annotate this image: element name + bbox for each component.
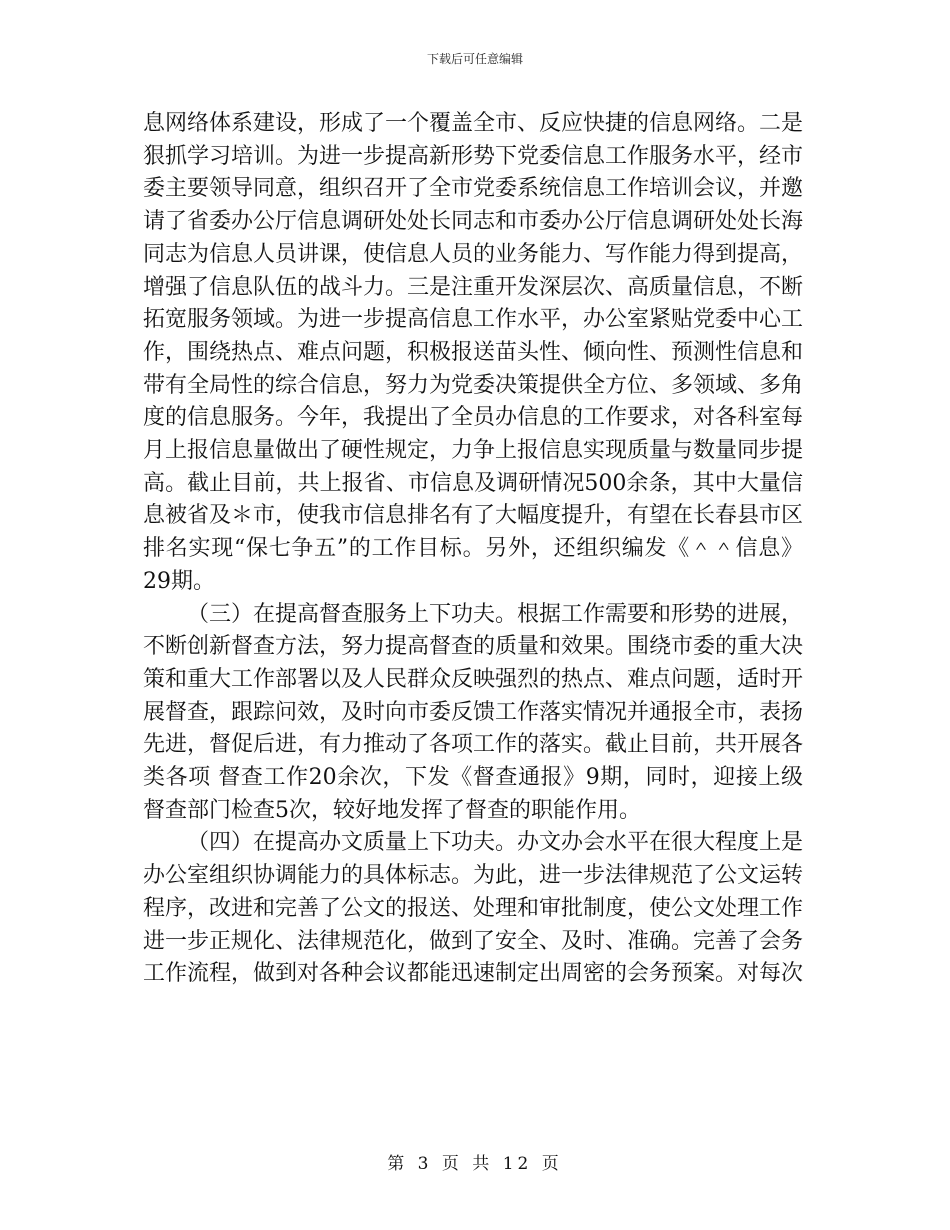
document-body [143,108,803,991]
page-header: 下载后可任意编辑 [426,52,523,66]
paragraph-document-handling: （四）在提高办文质量上下功夫。办文办会水平在很大程度上是办公室组织协调能力的具体标志。为此，进一步法律规范了公文运转程序，改进和完善了公文的报送、处理和审批制度，使公文处理工作进一步正规化、法律规范化，做到了安全、及时、准确。完善了会务工作流程，做到对各种会议都能迅速制定出周密的会务预案。对每次 [143,830,804,987]
page-number-footer: 第 3 页 共 12 页 [387,1154,563,1174]
paragraph-supervision: （三）在提高督查服务上下功夫。根据工作需要和形势的进展，不断创新督查方法，努力提高督查的质量和效果。围绕市委的重大决策和重大工作部署以及人民群众反映强烈的热点、难点问题，适时开展督查，跟踪问效，及时向市委反馈工作落实情况并通报全市，表扬先进，督促后进，有力推动了各项工作的落实。截止目前，共开展各类各项 督查工作20余次，下发《督查通报》9期，同时，迎接上级督查部门检查5次，较好地发挥了督查的职能作用。 [143,601,804,823]
paragraph-continued: 息网络体系建设，形成了一个覆盖全市、反应快捷的信息网络。二是狠抓学习培训。为进一步提高新形势下党委信息工作服务水平，经市委主要领导同意，组织召开了全市党委系统信息工作培训会议，并邀请了省委办公厅信息调研处处长同志和市委办公厅信息调研处处长海同志为信息人员讲课，使信息人员的业务能力、写作能力得到提高，增强了信息队伍的战斗力。三是注重开发深层次、高质量信息，不断拓宽服务领域。为进一步提高信息工作水平，办公室紧贴党委中心工作，围绕热点、难点问题，积极报送苗头性、倾向性、预测性信息和带有全局性的综合信息，努力为党委决策提供全方位、多领域、多角度的信息服务。今年，我提出了全员办信息的工作要求，对各科室每月上报信息量做出了硬性规定，力争上报信息实现质量与数量同步提高。截止目前，共上报省、市信息及调研情况500余条，其中大量信息被省及＊市，使我市信息排名有了大幅度提升，有望在长春县市区排名实现“保七争五”的工作目标。另外，还组织编发《＾＾信息》29期。 [143,111,804,594]
